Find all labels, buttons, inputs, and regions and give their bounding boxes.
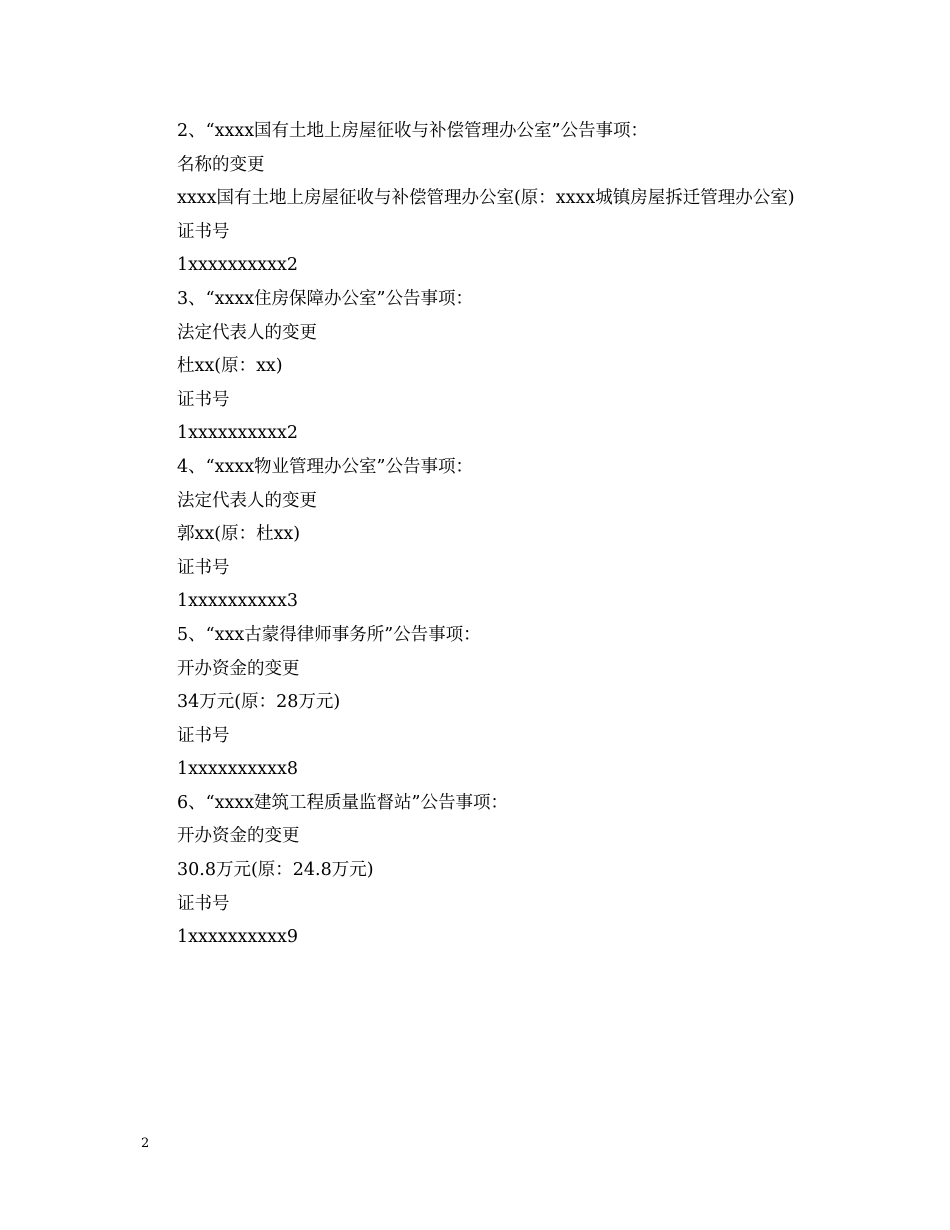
document-body <box>141 115 811 955</box>
certificate-label: 证书号 <box>177 221 230 242</box>
change-detail: xxxx国有土地上房屋征收与补偿管理办公室(原：xxxx城镇房屋拆迁管理办公室) <box>177 188 795 209</box>
certificate-number: 1xxxxxxxxxx8 <box>177 759 298 780</box>
certificate-label: 证书号 <box>177 893 230 914</box>
certificate-label: 证书号 <box>177 389 230 410</box>
change-type: 名称的变更 <box>177 154 265 175</box>
change-detail: 34万元(原：28万元) <box>177 692 341 713</box>
notice-heading-3: 3、“xxxx住房保障办公室”公告事项： <box>177 288 474 309</box>
certificate-number: 1xxxxxxxxxx3 <box>177 591 298 612</box>
change-detail: 杜xx(原：xx) <box>177 356 283 377</box>
change-detail: 郭xx(原：杜xx) <box>177 524 301 545</box>
change-type: 开办资金的变更 <box>177 826 300 847</box>
certificate-number: 1xxxxxxxxxx2 <box>177 255 298 276</box>
change-type: 开办资金的变更 <box>177 658 300 679</box>
notice-heading-4: 4、“xxxx物业管理办公室”公告事项： <box>177 456 474 477</box>
certificate-number: 1xxxxxxxxxx9 <box>177 927 298 948</box>
change-type: 法定代表人的变更 <box>177 490 317 511</box>
notice-heading-6: 6、“xxxx建筑工程质量监督站”公告事项： <box>177 792 509 813</box>
certificate-label: 证书号 <box>177 725 230 746</box>
change-detail: 30.8万元(原：24.8万元) <box>177 860 374 881</box>
certificate-number: 1xxxxxxxxxx2 <box>177 423 298 444</box>
notice-heading-5: 5、“xxx古蒙得律师事务所”公告事项： <box>177 624 481 645</box>
certificate-label: 证书号 <box>177 557 230 578</box>
page-number: 2 <box>141 1136 150 1151</box>
notice-heading-2: 2、“xxxx国有土地上房屋征收与补偿管理办公室”公告事项： <box>177 121 649 141</box>
change-type: 法定代表人的变更 <box>177 322 317 343</box>
